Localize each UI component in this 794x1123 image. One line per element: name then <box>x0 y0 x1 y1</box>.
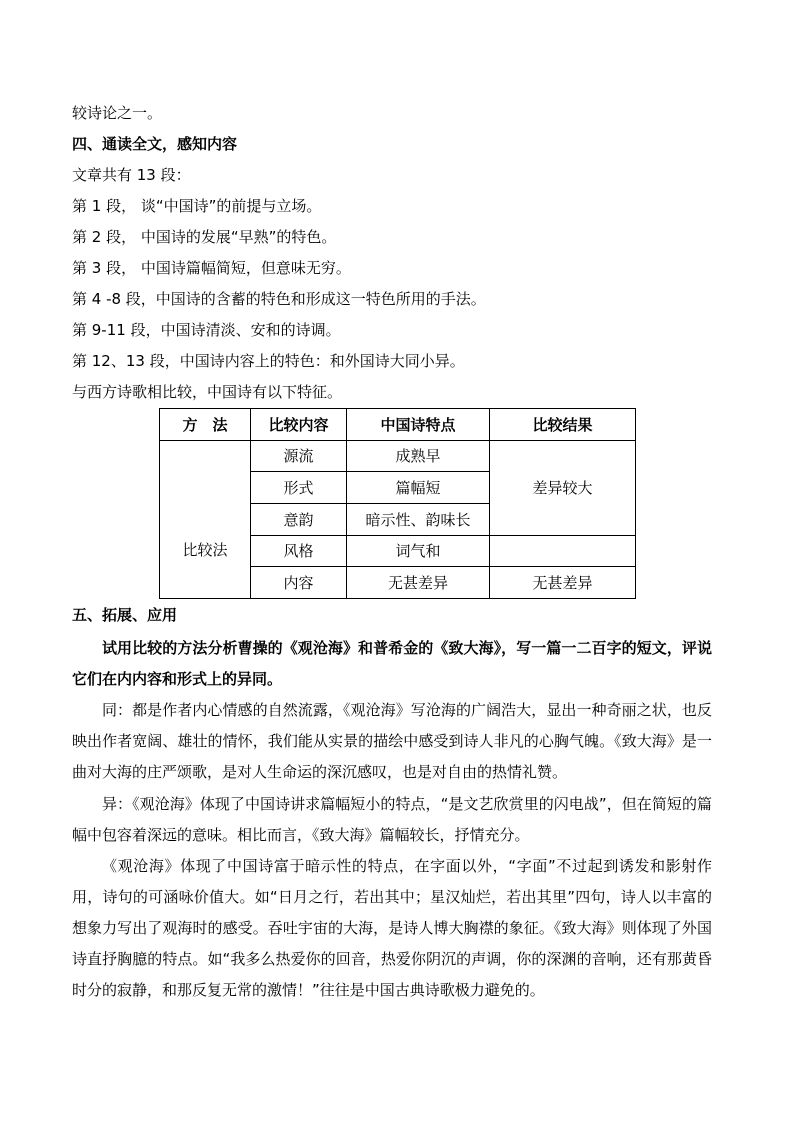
feature-cell: 成熟早 <box>347 440 490 472</box>
header-method: 方 法 <box>160 409 251 441</box>
comparison-table <box>159 408 636 599</box>
content-cell: 源流 <box>251 440 347 472</box>
intro-line-5: 第 3 段， 中国诗篇幅简短，但意味无穷。 <box>72 259 351 277</box>
intro-line-8: 第 12、13 段，中国诗内容上的特色：和外国诗大同小异。 <box>72 352 465 370</box>
intro-line-2: 文章共有 13 段： <box>72 166 191 184</box>
header-feature: 中国诗特点 <box>347 409 490 441</box>
feature-cell: 无甚差异 <box>347 567 490 599</box>
diff-paragraph: 异：《观沧海》体现了中国诗讲求篇幅短小的特点，“是文艺欣赏里的闪电战”，但在简短的篇幅中包容着深远的意味。相比而言，《致大海》篇幅较长，抒情充分。 <box>72 795 712 844</box>
intro-line-0: 较诗论之一。 <box>72 104 163 122</box>
table-row <box>160 440 636 472</box>
intro-line-4: 第 2 段， 中国诗的发展“早熟”的特色。 <box>72 228 337 246</box>
same-paragraph: 同：都是作者内心情感的自然流露，《观沧海》写沧海的广阔浩大，显出一种奇丽之状，也反映出作者宽阔、雄壮的情怀，我们能从实景的描绘中感受到诗人非凡的心胸气魄。《致大海》是一曲对大海的庄严颂歌，是对人生命运的深沉感叹，也是对自由的热情礼赞。 <box>72 701 712 781</box>
table-header-row <box>160 409 636 441</box>
detail-paragraph: 《观沧海》体现了中国诗富于暗示性的特点，在字面以外，“字面”不过起到诱发和影射作用，诗句的可涵咏价值大。如“日月之行，若出其中；星汉灿烂，若出其里”四句，诗人以丰富的想象力写出了观海时的感受。吞吐宇宙的大海，是诗人博大胸襟的象征。《致大海》则体现了外国诗直抒胸臆的特点。如“我多么热爱你的回音，热爱你阴沉的声调，你的深渊的音响，还有那黄昏时分的寂静，和那反复无常的激情！”往往是中国古典诗歌极力避免的。 <box>72 857 712 999</box>
intro-line-3: 第 1 段， 谈“中国诗”的前提与立场。 <box>72 197 322 215</box>
result-last-cell: 无甚差异 <box>490 567 636 599</box>
content-cell: 风格 <box>251 535 347 567</box>
method-cell: 比较法 <box>160 440 251 598</box>
content-cell: 形式 <box>251 472 347 504</box>
header-content: 比较内容 <box>251 409 347 441</box>
intro-line-7: 第 9-11 段，中国诗清淡、安和的诗调。 <box>72 321 341 339</box>
task-paragraph: 试用比较的方法分析曹操的《观沧海》和普希金的《致大海》，写一篇一二百字的短文，评说它们在内内容和形式上的异同。 <box>72 639 712 688</box>
feature-cell: 篇幅短 <box>347 472 490 504</box>
feature-cell: 暗示性、韵味长 <box>347 503 490 535</box>
intro-line-6: 第 4 -8 段，中国诗的含蓄的特色和形成这一特色所用的手法。 <box>72 290 486 308</box>
result-empty-cell <box>490 535 636 567</box>
header-result: 比较结果 <box>490 409 636 441</box>
content-cell: 意韵 <box>251 503 347 535</box>
content-cell: 内容 <box>251 567 347 599</box>
section4-heading: 四、通读全文，感知内容 <box>72 135 238 153</box>
intro-line-9: 与西方诗歌相比较，中国诗有以下特征。 <box>72 383 343 401</box>
result-group-cell: 差异较大 <box>490 440 636 535</box>
feature-cell: 词气和 <box>347 535 490 567</box>
section5-heading: 五、拓展、应用 <box>72 606 178 624</box>
